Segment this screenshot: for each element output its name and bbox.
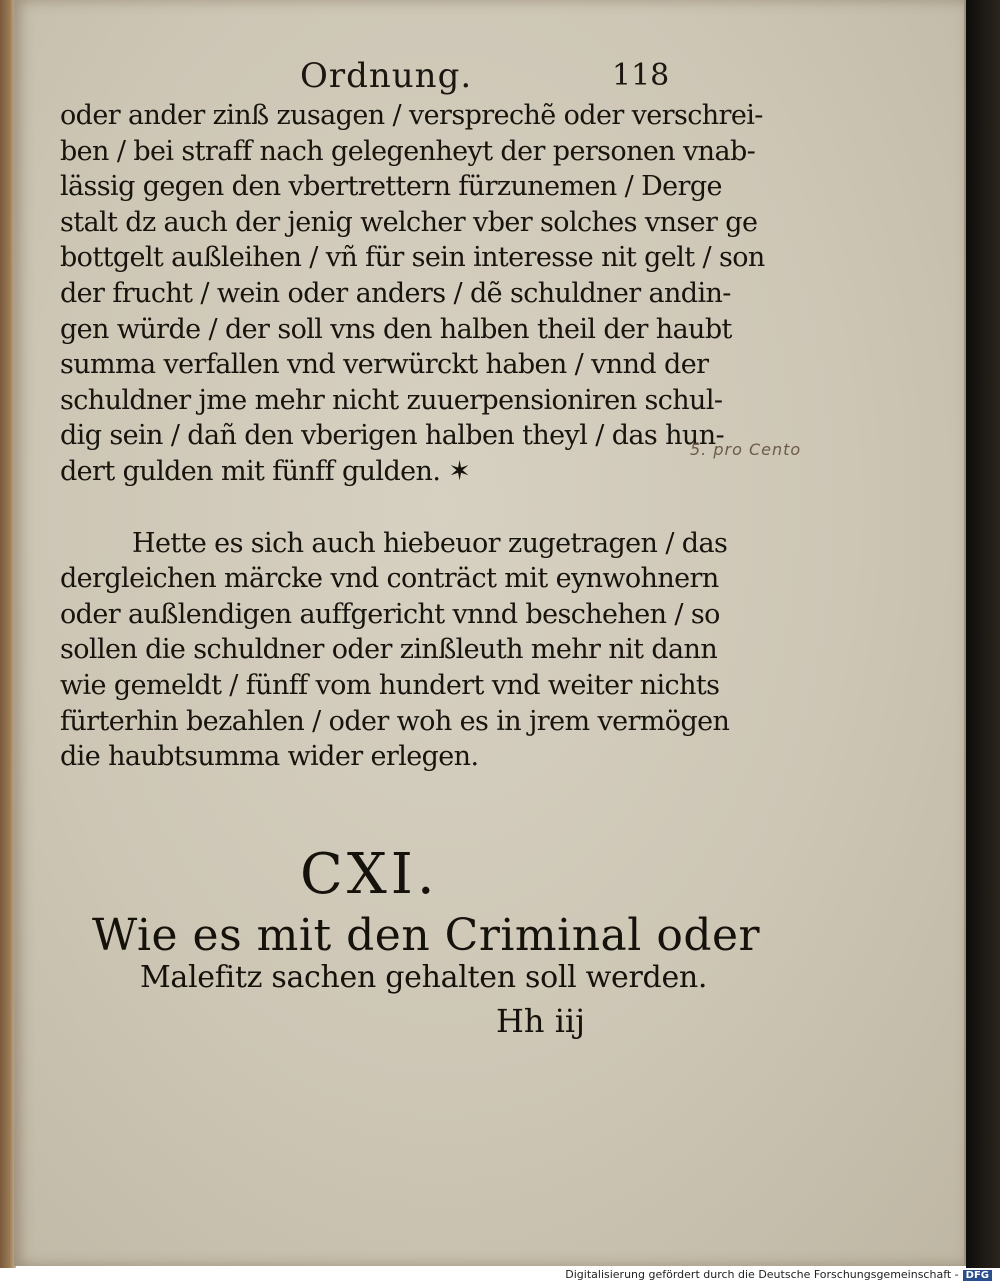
signature-mark: Hh iij: [496, 1002, 586, 1040]
text-line: bottgelt außleihen / vñ für sein interesse nit gelt / son: [60, 242, 765, 274]
handwritten-marginal-note: 5. pro Cento: [690, 440, 802, 459]
text-line: der frucht / wein oder anders / dẽ schuldner andin-: [60, 277, 731, 309]
text-line: summa verfallen vnd verwürckt haben / vnnd der: [60, 349, 709, 381]
text-line: ben / bei straff nach gelegenheyt der personen vnab-: [60, 135, 756, 167]
text-line: wie gemeldt / fünff vom hundert vnd weiter nichts: [60, 669, 720, 701]
text-line: schuldner jme mehr nicht zuuerpensioniren schul-: [60, 384, 723, 416]
text-line: fürterhin bezahlen / oder woh es in jrem vermögen: [60, 705, 730, 737]
text-line: die haubtsumma wider erlegen.: [60, 741, 479, 773]
chapter-number: CXI.: [300, 842, 439, 907]
text-line: dergleichen märcke vnd conträct mit eynwohnern: [60, 563, 719, 595]
text-line: stalt dz auch der jenig welcher vber solches vnser ge: [60, 206, 758, 238]
chapter-heading-line-1: Wie es mit den Criminal oder: [92, 910, 761, 961]
chapter-heading-line-2: Malefitz sachen gehalten soll werden.: [140, 960, 708, 995]
text-line: oder ander zinß zusagen / versprechẽ oder verschrei-: [60, 100, 763, 131]
digitization-credit: [565, 1268, 992, 1281]
credit-text: Digitalisierung gefördert durch die Deutsche Forschungsgemeinschaft -: [565, 1268, 959, 1281]
text-line: dert gulden mit fünff gulden. ✶: [60, 455, 471, 487]
text-line: dig sein / dañ den vberigen halben theyl / das hun-: [60, 420, 725, 452]
text-line: Hette es sich auch hiebeuor zugetragen / das: [132, 527, 728, 559]
text-line: gen würde / der soll vns den halben theil der haubt: [60, 313, 732, 345]
page-number: 118: [612, 58, 670, 93]
text-line: sollen die schuldner oder zinßleuth mehr nit dann: [60, 634, 718, 666]
paragraph-2: [60, 526, 730, 775]
dfg-logo: DFG: [963, 1270, 992, 1281]
text-line: lässig gegen den vbertrettern fürzunemen / Derge: [60, 171, 722, 203]
page-edge-shadow: [966, 0, 1000, 1268]
text-line: oder außlendigen auffgericht vnnd beschehen / so: [60, 598, 720, 630]
running-head: Ordnung.: [300, 56, 473, 96]
